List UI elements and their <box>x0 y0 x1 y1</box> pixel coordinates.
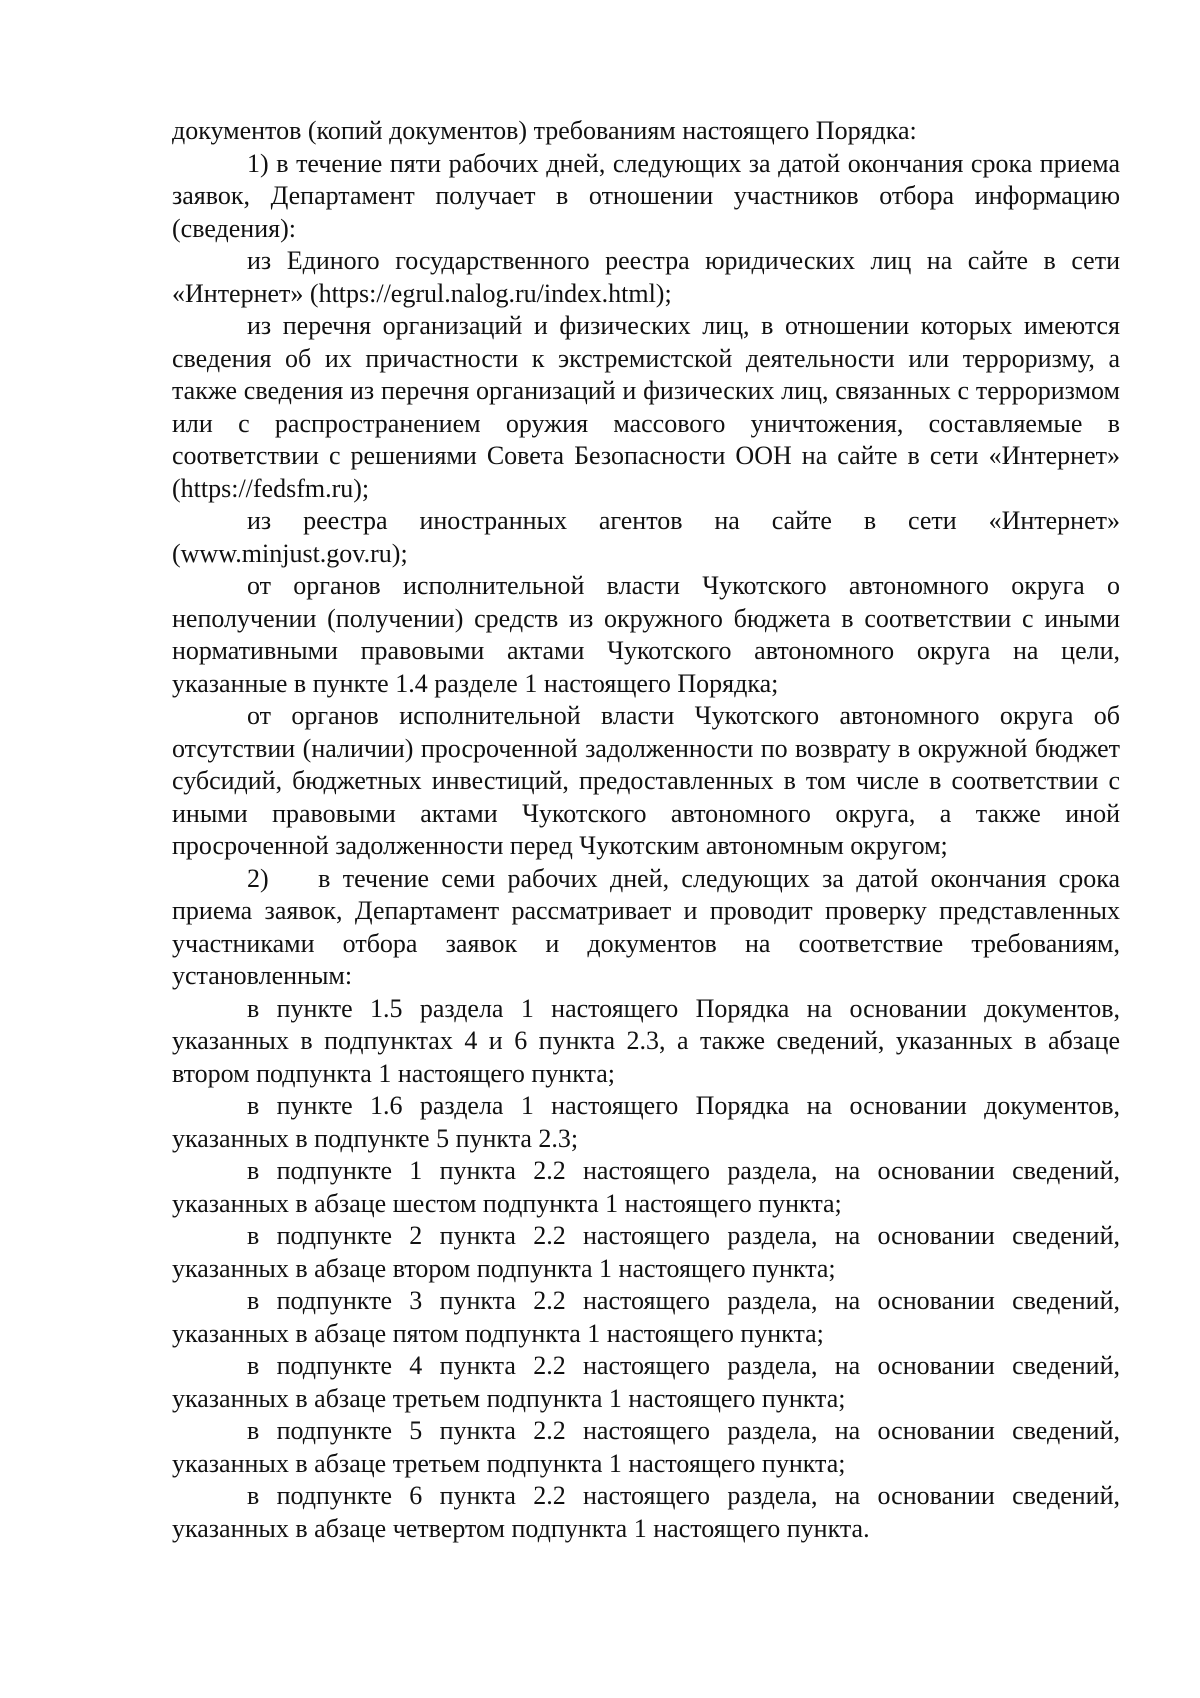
paragraph-check-sub-5: в подпункте 5 пункта 2.2 настоящего раздела, на основании сведений, указанных в абзаце третьем подпункта 1 настоящего пункта; <box>172 1416 1120 1478</box>
paragraph-overdue-debt: от органов исполнительной власти Чукотского автономного округа об отсутствии (наличии) просроченной задолженности по возврату в окружной бюджет субсидий, бюджетных инвестиций, предоставленных в том числе в соответствии с иными правовыми актами Чукотского автономного округа, а также иной просроченной задолженности перед Чукотским автономным округом; <box>172 701 1120 860</box>
paragraph-budget-funds: от органов исполнительной власти Чукотского автономного округа о неполучении (получении) средств из окружного бюджета в соответствии с иными нормативными правовыми актами Чукотского автономного округа на цели, указанные в пункте 1.4 разделе 1 настоящего Порядка; <box>172 571 1120 698</box>
paragraph-check-sub-1: в подпункте 1 пункта 2.2 настоящего раздела, на основании сведений, указанных в абзаце шестом подпункта 1 настоящего пункта; <box>172 1156 1120 1218</box>
paragraph-continuation: документов (копий документов) требованиям настоящего Порядка: <box>172 116 917 145</box>
paragraph-check-sub-2: в подпункте 2 пункта 2.2 настоящего раздела, на основании сведений, указанных в абзаце втором подпункта 1 настоящего пункта; <box>172 1221 1120 1283</box>
paragraph-subitem-2: 2) в течение семи рабочих дней, следующих за датой окончания срока приема заявок, Департамент рассматривает и проводит проверку представленных участниками отбора заявок и документов на соответствие требованиям, установленным: <box>172 863 1127 990</box>
paragraph-check-sub-4: в подпункте 4 пункта 2.2 настоящего раздела, на основании сведений, указанных в абзаце третьем подпункта 1 настоящего пункта; <box>172 1351 1120 1413</box>
paragraph-extremism-list: из перечня организаций и физических лиц, в отношении которых имеются сведения об их причастности к экстремистской деятельности или терроризму, а также сведения из перечня организаций и физических лиц, связанных с терроризмом или с распространением оружия массового уничтожения, составляемые в соответствии с решениями Совета Безопасности ООН на сайте в сети «Интернет» (https://fedsfm.ru); <box>172 311 1120 503</box>
paragraph-foreign-agents: из реестра иностранных агентов на сайте в сети «Интернет» (www.minjust.gov.ru); <box>172 506 1120 568</box>
paragraph-subitem-1: 1) в течение пяти рабочих дней, следующих за датой окончания срока приема заявок, Департамент получает в отношении участников отбора информацию (сведения): <box>172 148 1120 243</box>
paragraph-check-sub-3: в подпункте 3 пункта 2.2 настоящего раздела, на основании сведений, указанных в абзаце пятом подпункта 1 настоящего пункта; <box>172 1286 1120 1348</box>
paragraph-check-1-6: в пункте 1.6 раздела 1 настоящего Порядка на основании документов, указанных в подпункте 5 пункта 2.3; <box>172 1091 1120 1153</box>
paragraph-egrul: из Единого государственного реестра юридических лиц на сайте в сети «Интернет» (https://egrul.nalog.ru/index.html); <box>172 246 1120 308</box>
paragraph-check-sub-6: в подпункте 6 пункта 2.2 настоящего раздела, на основании сведений, указанных в абзаце четвертом подпункта 1 настоящего пункта. <box>172 1481 1120 1543</box>
document-page <box>172 115 1127 1545</box>
paragraph-check-1-5: в пункте 1.5 раздела 1 настоящего Порядка на основании документов, указанных в подпунктах 4 и 6 пункта 2.3, а также сведений, указанных в абзаце втором подпункта 1 настоящего пункта; <box>172 993 1120 1088</box>
